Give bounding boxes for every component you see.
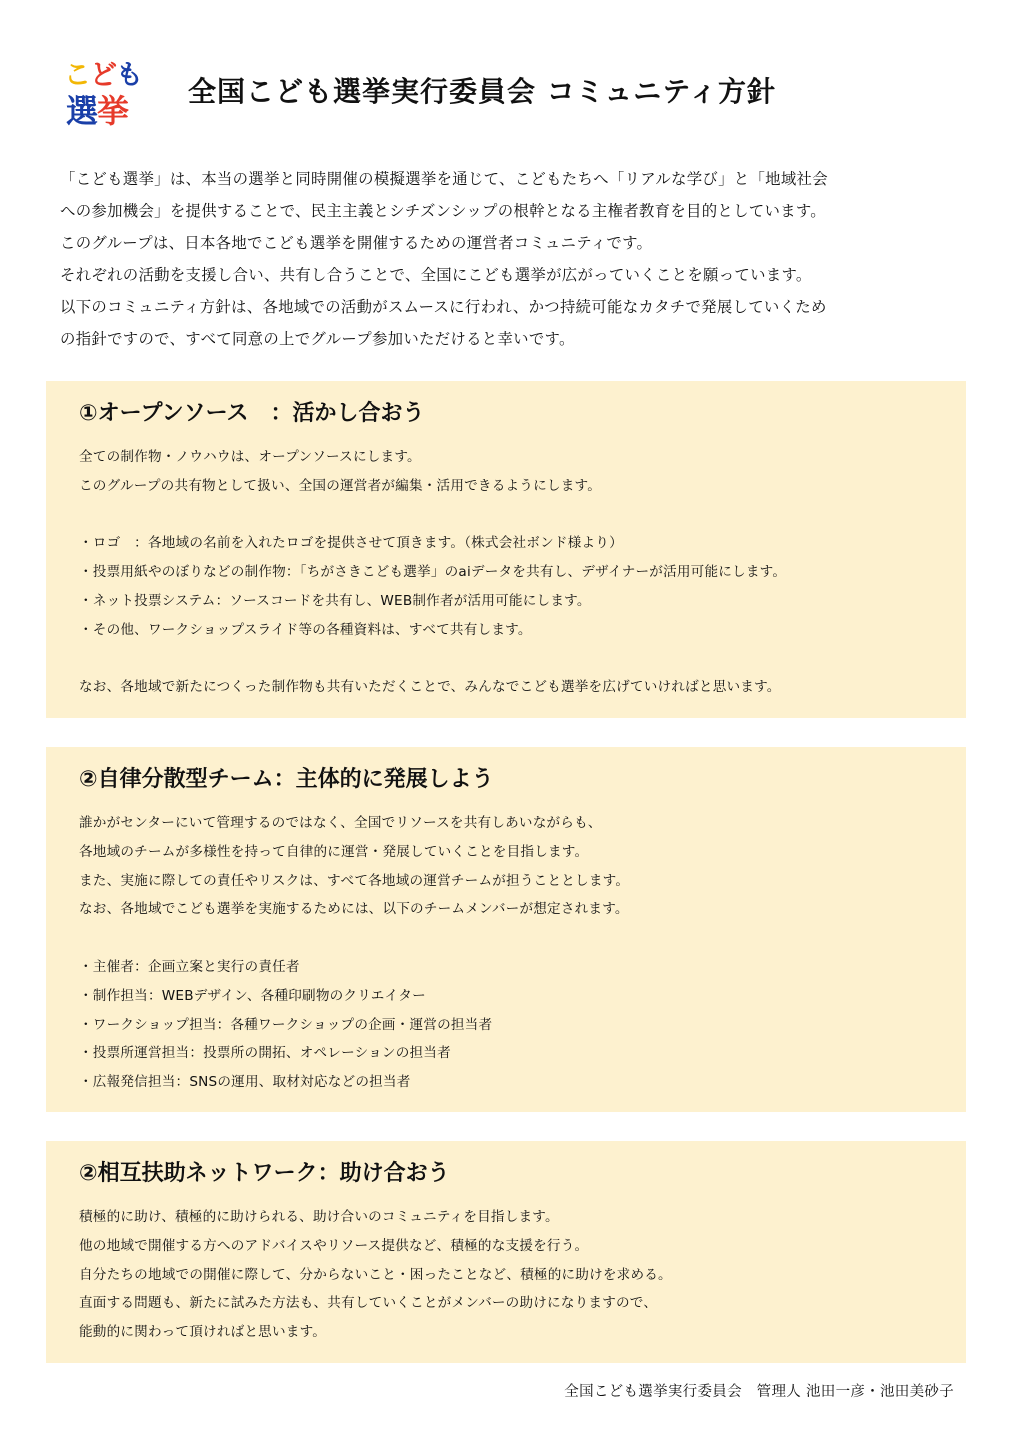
section-line: また、実施に際しての責任やリスクは、すべて各地域の運営チームが担うこととします。 [79, 872, 630, 889]
section-bullet: ・投票用紙やのぼりなどの制作物：「ちがさきこども選挙」のaiデータを共有し、デザイナーが活用可能にします。 [79, 564, 787, 581]
section-line: 自分たちの地域での開催に際して、分からないこと・困ったことなど、積極的に助けを求める。 [79, 1266, 672, 1283]
section-bullet: ・ネット投票システム：ソースコードを共有し、WEB制作者が活用可能にします。 [79, 592, 591, 609]
section-spacer [79, 924, 936, 953]
section-spacer [79, 501, 936, 530]
svg-text:こども [64, 60, 142, 91]
section-bullet: ・主催者：企画立案と実行の責任者 [79, 958, 300, 975]
section-line: 積極的に助け、積極的に助けられる、助け合いのコミュニティを目指します。 [79, 1209, 559, 1225]
section-line: 誰かがセンターにいて管理するのではなく、全国でリソースを共有しあいながらも、 [79, 815, 602, 831]
section-heading: ②自律分散型チーム：主体的に発展しよう [79, 767, 494, 792]
section-mutual-aid [46, 1141, 966, 1363]
section-line: なお、各地域で新たにつくった制作物も共有いただくことで、みんなでこども選挙を広げていければと思います。 [79, 679, 781, 696]
logo-glyph: 選 [66, 92, 98, 130]
section-bullet: ・その他、ワークショップスライド等の各種資料は、すべて共有します。 [79, 621, 532, 638]
logo-mark [62, 56, 142, 132]
section-line: 能動的に関わって頂ければと思います。 [79, 1324, 327, 1341]
section-bullet: ・ワークショップ担当：各種ワークショップの企画・運営の担当者 [79, 1016, 493, 1033]
section-line: 直面する問題も、新たに試みた方法も、共有していくことがメンバーの助けになりますので、 [79, 1295, 658, 1312]
intro-line: このグループは、日本各地でこども選挙を開催するための運営者コミュニティです。 [60, 234, 653, 252]
logo-glyph: ど [90, 60, 116, 91]
footer-signature: 全国こども選挙実行委員会 管理人 池田一彦・池田美砂子 [564, 1384, 954, 1400]
section-spacer [79, 645, 936, 674]
intro-paragraph [60, 163, 960, 355]
logo-glyph: 挙 [97, 92, 129, 130]
section-bullet: ・投票所運営担当：投票所の開拓、オペレーションの担当者 [79, 1045, 451, 1062]
section-bullet: ・制作担当：WEBデザイン、各種印刷物のクリエイター [79, 987, 426, 1004]
intro-line: への参加機会」を提供することで、民主主義とシチズンシップの根幹となる主権者教育を目的としています。 [60, 202, 826, 220]
svg-text:選挙 [66, 92, 129, 130]
logo-glyph: こ [64, 60, 90, 91]
section-bullet: ・広報発信担当：SNSの運用、取材対応などの担当者 [79, 1074, 411, 1091]
intro-line: 「こども選挙」は、本当の選挙と同時開催の模擬選挙を通じて、こどもたちへ「リアルな学び」と「地域社会 [60, 170, 828, 188]
intro-line: 以下のコミュニティ方針は、各地域での活動がスムースに行われ、かつ持続可能なカタチで発展していくため [60, 298, 827, 316]
section-bullet: ・ロゴ ：各地域の名前を入れたロゴを提供させて頂きます。（株式会社ボンド様より） [79, 535, 623, 552]
header [62, 56, 962, 132]
section-heading: ①オープンソース ：活かし合おう [79, 401, 425, 426]
section-autonomous-team [46, 747, 966, 1112]
intro-line: それぞれの活動を支援し合い、共有し合うことで、全国にこども選挙が広がっていくことを願っています。 [60, 266, 812, 284]
intro-line: の指針ですので、すべて同意の上でグループ参加いただけると幸いです。 [60, 330, 575, 348]
section-heading: ②相互扶助ネットワーク：助け合おう [79, 1161, 450, 1186]
logo [62, 56, 142, 132]
section-line: 各地域のチームが多様性を持って自律的に運営・発展していくことを目指します。 [79, 843, 589, 860]
section-line: このグループの共有物として扱い、全国の運営者が編集・活用できるようにします。 [79, 477, 601, 494]
logo-glyph: も [116, 60, 142, 91]
page-title: 全国こども選挙実行委員会 コミュニティ方針 [188, 75, 776, 108]
section-open-source [46, 381, 966, 718]
section-line: 他の地域で開催する方へのアドバイスやリソース提供など、積極的な支援を行う。 [79, 1237, 589, 1254]
section-line: 全ての制作物・ノウハウは、オープンソースにします。 [79, 449, 421, 465]
section-line: なお、各地域でこども選挙を実施するためには、以下のチームメンバーが想定されます。 [79, 901, 629, 918]
